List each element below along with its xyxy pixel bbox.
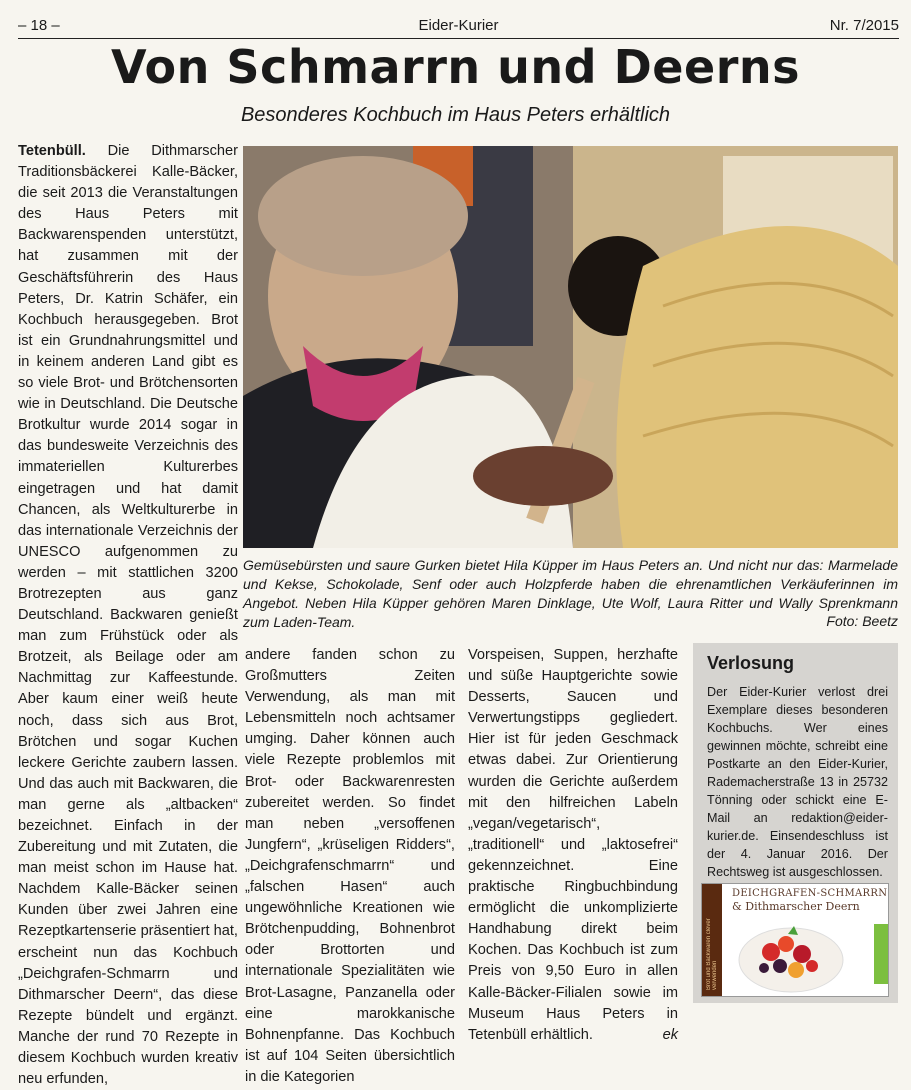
issue-number: Nr. 7/2015 — [829, 16, 899, 34]
newspaper-name: Eider-Kurier — [418, 16, 499, 34]
article-photo — [243, 146, 898, 548]
photo-credit: Foto: Beetz — [826, 613, 898, 629]
book-spine-text: Brot und Backwaren clever verwenden — [706, 918, 718, 990]
article-dateline: Tetenbüll. — [18, 143, 86, 159]
page-number: – 18 – — [18, 16, 60, 34]
book-title-line-1: DEICHGRAFEN-SCHMARRN — [732, 888, 888, 899]
raffle-box — [693, 643, 898, 1003]
book-green-band — [874, 924, 888, 984]
raffle-heading: Verlosung — [707, 653, 795, 673]
article-column-2 — [245, 645, 455, 1088]
raffle-text: Der Eider-Kurier verlost drei Exemplare dieses besonderen Kochbuchs. Wer eines gewinnen möchte, schreibt eine Postkarte an den Eider-Kurier, Rademacherstraße 13 in 25732 Tönning oder schickt eine E-Mail an redaktion@eider-kurier.de. Einsendeschluss ist der 4. Januar 2016. Der Rechtsweg ist ausgeschlossen. — [707, 685, 888, 879]
author-initials: ek — [662, 1026, 678, 1043]
subheadline: Besonderes Kochbuch im Haus Peters erhältlich — [240, 104, 671, 126]
book-title-line-2: & Dithmarscher Deern — [732, 900, 860, 913]
book-spine — [702, 884, 722, 996]
article-text-1: Die Dithmarscher Traditionsbäckerei Kalle-Bäcker, die seit 2013 die Veranstaltungen des Haus Peters mit Backwarenspenden unterstützt, hat zusammen mit der Geschäftsführerin des Haus Peters, Dr. Katrin Schäfer, ein Kochbuch herausgegeben. Brot ist ein Grundnahrungsmittel und in keinem anderen Land gibt es so viele Brot- und Brötchensorten wie in Deutschland. Die Deutsche Brotkultur wurde 2014 sogar in das bundesweite Verzeichnis des immateriellen Kulturerbes eingetragen und hat damit Chancen, als Weltkulturerbe in das internationale Verzeichnis der UNESCO aufgenommen zu werden – mit stattlichen 3200 Brotrezepten aus ganz Deutschland. Backwaren genießt man zum Frühstück oder als Brotzeit, als Beilage oder am Nachmittag zur Kaffeestunde. Aber kaum einer weiß heute noch, dass sich aus Brot, Brötchen und sogar Kuchen leckere Gerichte zaubern lassen. Und das auch mit Backwaren, die man gerne als „altbacken“ bezeichnet. Einfach in der Zubereitung und mit Zutaten, die man meist schon im Hause hat. Nachdem Kalle-Bäcker seinen Kunden über zwei Jahren eine Rezeptkartenserie präsentiert hat, erscheint nun das Kochbuch „Deichgrafen-Schmarrn und Dithmarscher Deern“, das diese Rezepte bündelt und ergänzt. Manche der rund 70 Rezepte in diesem Kochbuch wurden kreativ neu erfunden, — [18, 143, 238, 1088]
photo-illustration — [243, 146, 898, 548]
article-column-3 — [468, 645, 678, 1046]
article-text-3: Vorspeisen, Suppen, herzhafte und süße Hauptgerichte sowie Desserts, Saucen und Verwertungstipps gegliedert. Hier ist für jeden Geschmack etwas dabei. Zur Orientierung wurden die Gerichte außerdem mit den hilfreichen Labeln „vegan/vegetarisch“, „traditionell“ und „laktosefrei“ gekennzeichnet. Eine praktische Ringbuchbindung ermöglicht die unkomplizierte Handhabung direkt beim Kochen. Das Kochbuch ist zum Preis von 9,50 Euro in allen Kalle-Bäcker-Filialen sowie im Museum Haus Peters in Tetenbüll erhältlich. — [468, 647, 678, 1043]
dessert-plate-icon — [736, 912, 846, 994]
article-text-2: andere fanden schon zu Großmutters Zeiten Verwendung, als man mit Lebensmitteln noch achtsamer umging. Daher können auch viele Rezepte problemlos mit Brot- oder Backwarenresten zubereitet werden. So findet man neben „versoffenen Jungfern“, „krüseligen Ridders“, „Deichgrafenschmarrn“ und „falschen Hasen“ auch ungewöhnliche Kreationen wie Brötchenpudding, Bohnenbrot oder Brottorten und internationale Spezialitäten wie Brot-Lasagne, Panzanella oder eine marokkanische Bohnenpfanne. Das Kochbuch ist auf 104 Seiten übersichtlich in die Kategorien — [245, 647, 455, 1085]
cookbook-cover — [701, 883, 889, 997]
photo-caption: Gemüsebürsten und saure Gurken bietet Hila Küpper im Haus Peters an. Und nicht nur das: Marmelade und Kekse, Schokolade, Senf oder auch Holzpferde haben die ehrenamtlichen Verkäuferinnen im Angebot. Neben Hila Küpper gehören Maren Dinklage, Ute Wolf, Laura Ritter und Wally Sprenkmann zum Laden-Team. — [243, 557, 898, 630]
page-header — [18, 14, 899, 39]
article-column-1 — [18, 141, 238, 1090]
headline: Von Schmarrn und Deerns — [110, 40, 801, 94]
